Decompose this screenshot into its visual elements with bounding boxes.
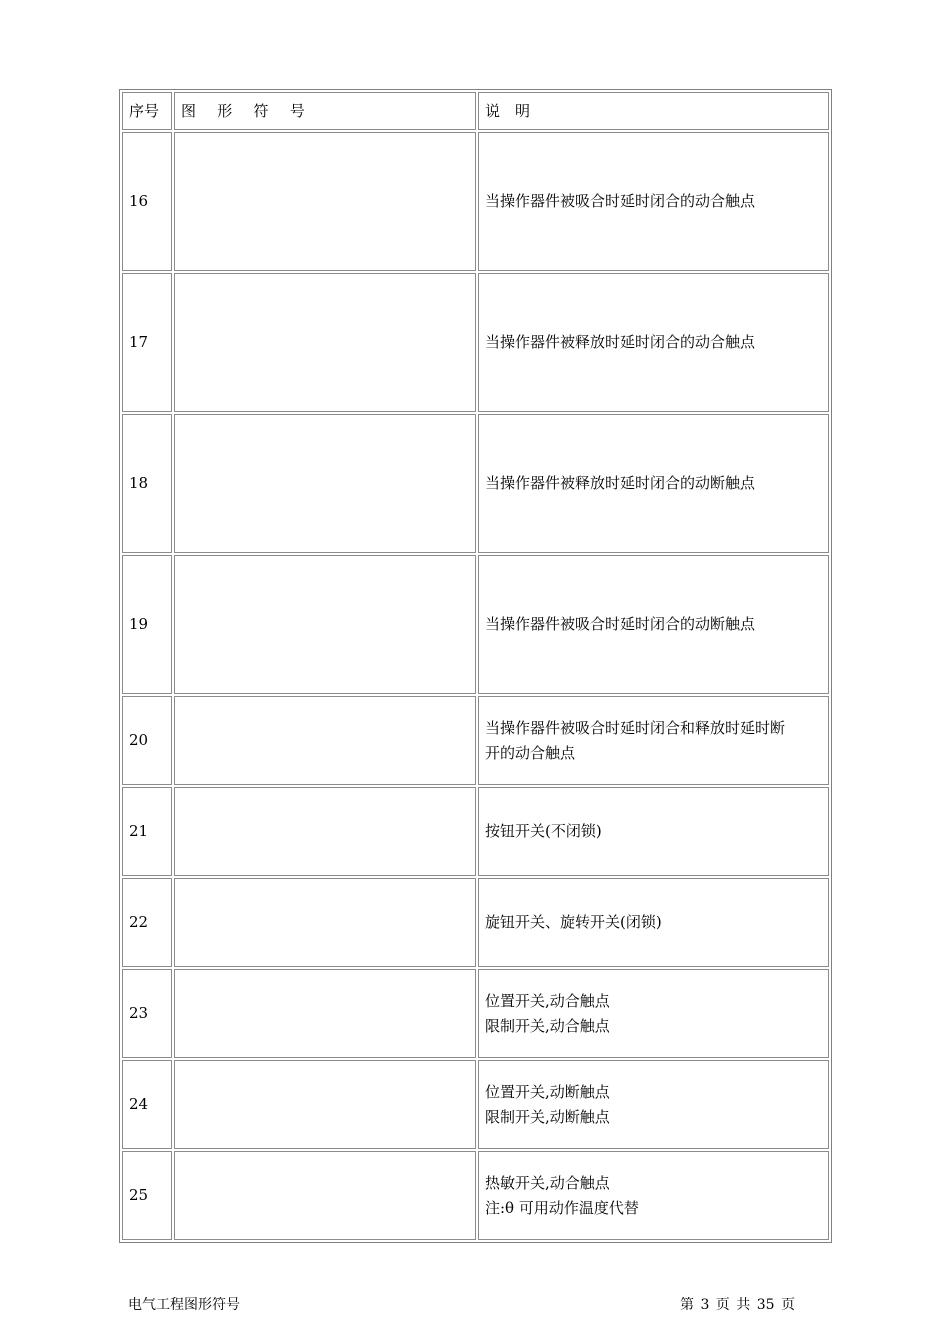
symbol-cell [174,273,476,412]
symbol-cell [174,1151,476,1240]
row-index: 18 [122,414,172,553]
row-description: 位置开关,动断触点 限制开关,动断触点 [478,1060,829,1149]
row-index: 24 [122,1060,172,1149]
header-index: 序号 [122,92,172,130]
row-description: 位置开关,动合触点 限制开关,动合触点 [478,969,829,1058]
row-description: 当操作器件被释放时延时闭合的动合触点 [478,273,829,412]
row-index: 20 [122,696,172,785]
row-index: 16 [122,132,172,271]
symbol-cell [174,878,476,967]
row-index: 22 [122,878,172,967]
row-description: 按钮开关(不闭锁) [478,787,829,876]
row-index: 23 [122,969,172,1058]
row-description: 当操作器件被吸合时延时闭合的动断触点 [478,555,829,694]
row-description: 当操作器件被吸合时延时闭合和释放时延时断 开的动合触点 [478,696,829,785]
footer-page-info: 第 3 页 共 35 页 [680,1297,795,1313]
row-description: 当操作器件被吸合时延时闭合的动合触点 [478,132,829,271]
table-row [122,969,829,1058]
table-row [122,414,829,553]
symbol-table [120,90,831,1242]
header-symbol: 图 形 符 号 [174,92,476,130]
symbol-cell [174,555,476,694]
footer-title: 电气工程图形符号 [128,1297,240,1313]
symbol-cell [174,787,476,876]
table-row [122,273,829,412]
table-row [122,696,829,785]
row-index: 19 [122,555,172,694]
table-header-row [122,92,829,130]
symbol-cell [174,1060,476,1149]
row-index: 17 [122,273,172,412]
table-row [122,1060,829,1149]
row-index: 25 [122,1151,172,1240]
row-description: 热敏开关,动合触点 注:θ 可用动作温度代替 [478,1151,829,1240]
table-row [122,132,829,271]
symbol-cell [174,414,476,553]
row-index: 21 [122,787,172,876]
symbol-cell [174,969,476,1058]
symbol-cell [174,696,476,785]
header-description: 说 明 [478,92,829,130]
row-description: 旋钮开关、旋转开关(闭锁) [478,878,829,967]
symbol-cell [174,132,476,271]
table-row [122,555,829,694]
table-row [122,1151,829,1240]
row-description: 当操作器件被释放时延时闭合的动断触点 [478,414,829,553]
table-row [122,878,829,967]
table-row [122,787,829,876]
symbol-table-frame [119,89,832,1243]
